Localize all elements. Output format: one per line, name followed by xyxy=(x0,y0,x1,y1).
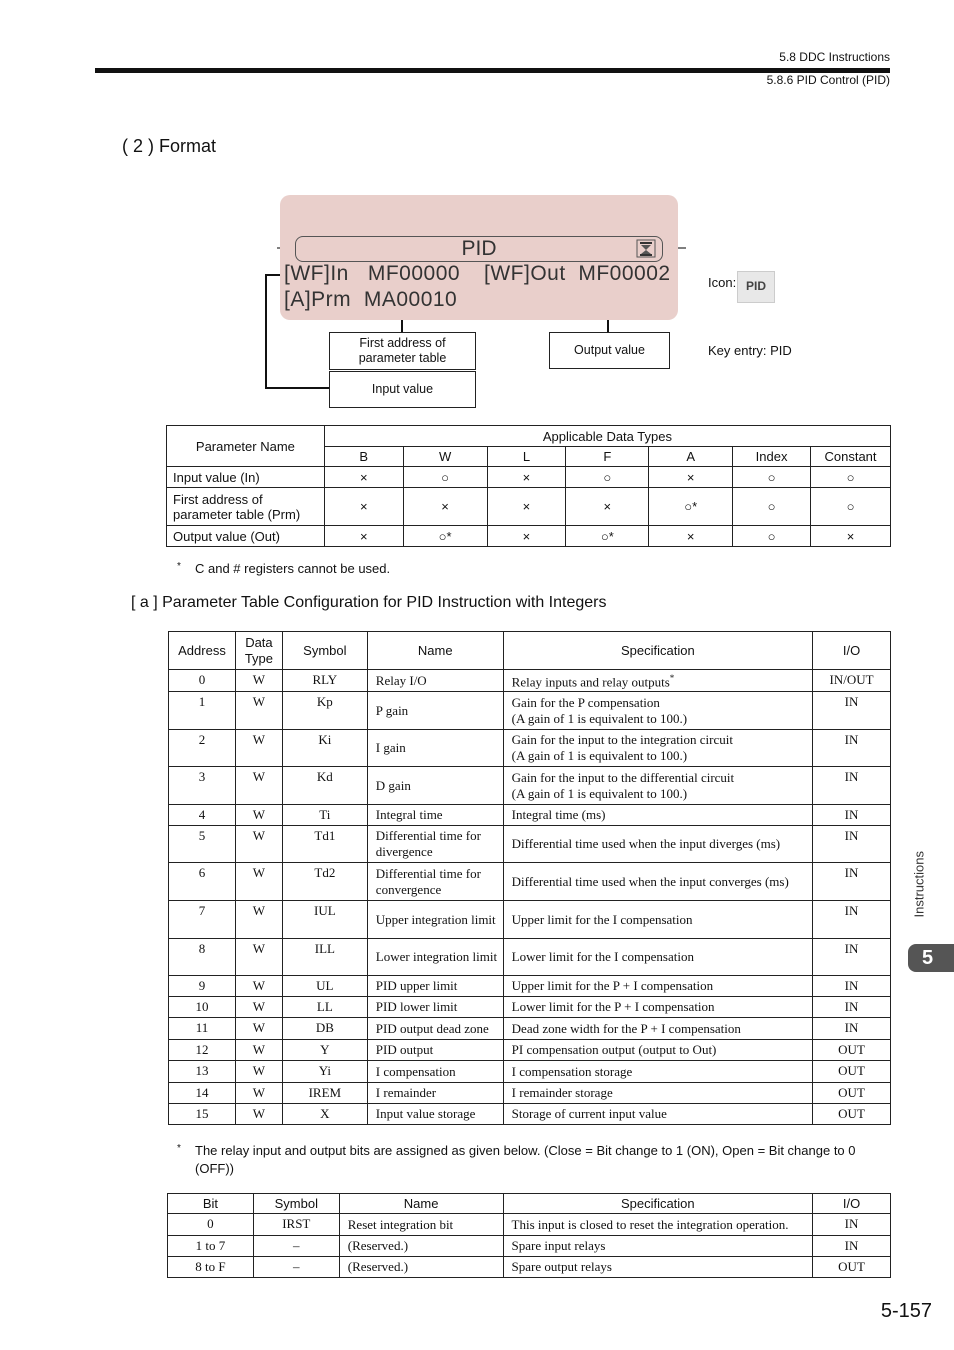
bit-cell: 0 xyxy=(168,1214,254,1236)
symbol-cell: Y xyxy=(282,1040,367,1061)
io-cell: IN xyxy=(813,767,891,805)
type-cell: × xyxy=(811,526,891,547)
icon-label: Icon: xyxy=(708,275,737,290)
table-row xyxy=(167,488,891,526)
header-bit: Bit xyxy=(168,1194,254,1214)
data-type-cell: W xyxy=(235,901,282,939)
type-cell: × xyxy=(649,526,733,547)
table-row xyxy=(169,730,891,767)
type-cell: × xyxy=(403,488,487,526)
io-cell: IN xyxy=(813,997,891,1018)
col-header: L xyxy=(487,447,566,467)
applicable-types-header: Applicable Data Types xyxy=(324,426,890,447)
table-row xyxy=(169,863,891,901)
io-cell: IN xyxy=(813,692,891,730)
name-cell: Input value storage xyxy=(367,1104,503,1125)
specification-text: I remainder storage xyxy=(511,1085,613,1100)
io-cell: IN xyxy=(813,730,891,767)
specification-cell xyxy=(503,767,812,805)
data-type-cell: W xyxy=(235,863,282,901)
col-header: A xyxy=(649,447,733,467)
specification-text: Lower limit for the I compensation xyxy=(511,949,694,964)
type-cell: × xyxy=(649,467,733,488)
data-type-cell: W xyxy=(235,1018,282,1040)
name-cell: I compensation xyxy=(367,1061,503,1083)
data-type-cell: W xyxy=(235,805,282,826)
chapter-tab: 5 xyxy=(908,944,954,972)
table-row xyxy=(167,526,891,547)
specification-text: Upper limit for the I compensation xyxy=(511,911,693,927)
address-cell: 15 xyxy=(169,1104,236,1125)
type-cell: ○ xyxy=(733,488,811,526)
data-types-table xyxy=(166,425,891,547)
specification-cell: Spare input relays xyxy=(503,1236,813,1257)
type-cell: ○ xyxy=(733,467,811,488)
specification-text: Dead zone width for the P + I compensation xyxy=(511,1020,741,1036)
table-row xyxy=(169,1061,891,1083)
header-specification: Specification xyxy=(503,1194,813,1214)
specification-text: Gain for the P compensation (A gain of 1 is equivalent to 100.) xyxy=(511,694,688,726)
symbol-cell: Kp xyxy=(282,692,367,730)
callout-prm: First address of parameter table xyxy=(329,332,476,370)
io-cell: IN xyxy=(813,1236,891,1257)
io-cell: OUT xyxy=(813,1040,891,1061)
symbol-cell: ILL xyxy=(282,939,367,976)
bit-cell: 1 to 7 xyxy=(168,1236,254,1257)
table-row xyxy=(169,767,891,805)
symbol-cell: Td2 xyxy=(282,863,367,901)
header-name: Name xyxy=(367,632,503,670)
hourglass-icon xyxy=(636,239,656,258)
footnote-mark: * xyxy=(669,673,675,684)
specification-cell xyxy=(503,1018,812,1040)
specification-text: Differential time used when the input diverges (ms) xyxy=(511,836,781,851)
io-cell: OUT xyxy=(813,1104,891,1125)
page-number: 5-157 xyxy=(880,1300,932,1322)
name-cell: PID upper limit xyxy=(367,976,503,997)
specification-text: Relay inputs and relay outputs xyxy=(511,674,670,690)
specification-cell xyxy=(503,1083,812,1104)
type-cell: ○ xyxy=(403,467,487,488)
io-cell: OUT xyxy=(813,1083,891,1104)
table-row xyxy=(169,1083,891,1104)
header-subsection: 5.8.6 PID Control (PID) xyxy=(766,73,890,87)
pid-output-line: [WF]Out MF00002 xyxy=(484,262,671,285)
name-cell: Lower integration limit xyxy=(367,939,503,976)
data-type-cell: W xyxy=(235,939,282,976)
header-symbol: Symbol xyxy=(282,632,367,670)
data-type-cell: W xyxy=(235,826,282,863)
param-table-header xyxy=(169,632,891,670)
symbol-cell: – xyxy=(253,1257,339,1278)
note-asterisk: * xyxy=(177,1143,181,1154)
name-cell: Upper integration limit xyxy=(367,901,503,939)
type-cell: ○ xyxy=(733,526,811,547)
type-cell: ○ xyxy=(566,467,649,488)
data-type-cell: W xyxy=(235,692,282,730)
name-cell: PID output xyxy=(367,1040,503,1061)
param-name-header: Parameter Name xyxy=(167,426,325,467)
param-name: First address of parameter table (Prm) xyxy=(167,488,325,526)
address-cell: 8 xyxy=(169,939,236,976)
types-note: C and # registers cannot be used. xyxy=(195,561,391,576)
address-cell: 4 xyxy=(169,805,236,826)
col-header: F xyxy=(566,447,649,467)
name-cell: I remainder xyxy=(367,1083,503,1104)
symbol-cell: Kd xyxy=(282,767,367,805)
data-type-cell: W xyxy=(235,1083,282,1104)
data-type-cell: W xyxy=(235,1104,282,1125)
address-cell: 14 xyxy=(169,1083,236,1104)
bit-table-header xyxy=(168,1194,891,1214)
address-cell: 7 xyxy=(169,901,236,939)
address-cell: 0 xyxy=(169,670,236,692)
table-row xyxy=(169,976,891,997)
name-cell: PID lower limit xyxy=(367,997,503,1018)
specification-cell xyxy=(503,670,812,692)
table-row xyxy=(169,1040,891,1061)
io-cell: OUT xyxy=(813,1061,891,1083)
symbol-cell: LL xyxy=(282,997,367,1018)
symbol-cell: IUL xyxy=(282,901,367,939)
symbol-cell: Td1 xyxy=(282,826,367,863)
table-row xyxy=(168,1257,891,1278)
param-name: Input value (In) xyxy=(167,467,325,488)
io-cell: IN xyxy=(813,939,891,976)
table-row xyxy=(169,997,891,1018)
specification-cell xyxy=(503,692,812,730)
table-row xyxy=(169,1104,891,1125)
io-cell: IN xyxy=(813,976,891,997)
type-cell: × xyxy=(487,526,566,547)
relay-note: The relay input and output bits are assigned as given below. (Close = Bit change to 1 (ON), Open = Bit change to 0 (OFF)) xyxy=(195,1143,856,1176)
relay-bit-table xyxy=(167,1193,891,1278)
pid-prm-line: [A]Prm MA00010 xyxy=(284,288,458,311)
data-type-cell: W xyxy=(235,1061,282,1083)
specification-cell xyxy=(503,730,812,767)
symbol-cell: UL xyxy=(282,976,367,997)
address-cell: 11 xyxy=(169,1018,236,1040)
address-cell: 13 xyxy=(169,1061,236,1083)
io-cell: IN/OUT xyxy=(813,670,891,692)
specification-cell xyxy=(503,826,812,863)
table-row xyxy=(169,901,891,939)
name-cell: D gain xyxy=(367,767,503,805)
name-cell: (Reserved.) xyxy=(339,1257,503,1278)
address-cell: 6 xyxy=(169,863,236,901)
specification-cell xyxy=(503,1061,812,1083)
data-type-cell: W xyxy=(235,997,282,1018)
note-asterisk: * xyxy=(177,561,181,572)
symbol-cell: DB xyxy=(282,1018,367,1040)
symbol-cell: – xyxy=(253,1236,339,1257)
symbol-cell: Ki xyxy=(282,730,367,767)
pid-title: PID xyxy=(461,237,497,260)
pid-title-bar xyxy=(295,236,663,262)
header-address: Address xyxy=(169,632,236,670)
key-entry: Key entry: PID xyxy=(708,343,792,358)
header-io: I/O xyxy=(813,1194,891,1214)
name-cell: PID output dead zone xyxy=(367,1018,503,1040)
specification-cell: This input is closed to reset the integration operation. xyxy=(503,1214,813,1236)
header-data-type: Data Type xyxy=(235,632,282,670)
address-cell: 2 xyxy=(169,730,236,767)
callout-output: Output value xyxy=(549,332,670,369)
name-cell: Integral time xyxy=(367,805,503,826)
data-type-cell: W xyxy=(235,976,282,997)
format-title: ( 2 ) Format xyxy=(122,136,217,156)
name-cell: I gain xyxy=(367,730,503,767)
specification-text: Storage of current input value xyxy=(511,1106,667,1121)
name-cell: (Reserved.) xyxy=(339,1236,503,1257)
specification-cell xyxy=(503,1040,812,1061)
specification-cell xyxy=(503,1104,812,1125)
specification-text: I compensation storage xyxy=(511,1063,633,1079)
table-row xyxy=(169,805,891,826)
name-cell: P gain xyxy=(367,692,503,730)
data-type-cell: W xyxy=(235,670,282,692)
col-header: B xyxy=(324,447,403,467)
table-row xyxy=(169,939,891,976)
name-cell: Relay I/O xyxy=(367,670,503,692)
type-cell: × xyxy=(324,467,403,488)
type-cell: × xyxy=(324,488,403,526)
table-row xyxy=(169,670,891,692)
address-cell: 3 xyxy=(169,767,236,805)
specification-cell xyxy=(503,997,812,1018)
col-header: W xyxy=(403,447,487,467)
specification-text: Differential time used when the input converges (ms) xyxy=(511,873,789,889)
table-row xyxy=(168,1236,891,1257)
parameter-table xyxy=(168,631,891,1125)
specification-text: PI compensation output (output to Out) xyxy=(511,1042,717,1057)
type-cell: ○* xyxy=(649,488,733,526)
symbol-cell: RLY xyxy=(282,670,367,692)
table-row xyxy=(168,1214,891,1236)
param-name: Output value (Out) xyxy=(167,526,325,547)
name-cell: Differential time for convergence xyxy=(367,863,503,901)
header-name: Name xyxy=(339,1194,503,1214)
bit-cell: 8 to F xyxy=(168,1257,254,1278)
address-cell: 10 xyxy=(169,997,236,1018)
specification-text: Gain for the input to the differential circuit (A gain of 1 is equivalent to 100.) xyxy=(511,769,735,801)
type-cell: × xyxy=(566,488,649,526)
specification-cell xyxy=(503,939,812,976)
header-specification: Specification xyxy=(503,632,812,670)
name-cell: Reset integration bit xyxy=(339,1214,503,1236)
address-cell: 12 xyxy=(169,1040,236,1061)
symbol-cell: Ti xyxy=(282,805,367,826)
data-type-cell: W xyxy=(235,730,282,767)
header-symbol: Symbol xyxy=(253,1194,339,1214)
symbol-cell: IREM xyxy=(282,1083,367,1104)
type-cell: × xyxy=(487,488,566,526)
io-cell: OUT xyxy=(813,1257,891,1278)
col-header: Index xyxy=(733,447,811,467)
io-cell: IN xyxy=(813,1214,891,1236)
table-row xyxy=(169,1018,891,1040)
specification-text: Upper limit for the P + I compensation xyxy=(511,978,714,993)
specification-cell xyxy=(503,805,812,826)
type-cell: × xyxy=(324,526,403,547)
pid-input-line: [WF]In MF00000 xyxy=(284,262,461,285)
specification-cell xyxy=(503,976,812,997)
specification-text: Gain for the input to the integration circuit (A gain of 1 is equivalent to 100.) xyxy=(511,732,733,763)
table-row xyxy=(169,826,891,863)
type-cell: ○* xyxy=(403,526,487,547)
io-cell: IN xyxy=(813,805,891,826)
specification-cell xyxy=(503,863,812,901)
data-type-cell: W xyxy=(235,1040,282,1061)
pid-icon: PID xyxy=(737,271,775,303)
symbol-cell: X xyxy=(282,1104,367,1125)
type-cell: ○ xyxy=(811,467,891,488)
type-cell: × xyxy=(487,467,566,488)
io-cell: IN xyxy=(813,863,891,901)
header-io: I/O xyxy=(813,632,891,670)
subsection-a-title: [ a ] Parameter Table Configuration for PID Instruction with Integers xyxy=(131,594,607,611)
symbol-cell: Yi xyxy=(282,1061,367,1083)
address-cell: 1 xyxy=(169,692,236,730)
sidebar-label: Instructions xyxy=(911,851,927,918)
io-cell: IN xyxy=(813,901,891,939)
specification-cell: Spare output relays xyxy=(503,1257,813,1278)
callout-input: Input value xyxy=(329,371,476,408)
type-cell: ○ xyxy=(811,488,891,526)
data-type-cell: W xyxy=(235,767,282,805)
type-cell: ○* xyxy=(566,526,649,547)
symbol-cell: IRST xyxy=(253,1214,339,1236)
col-header: Constant xyxy=(811,447,891,467)
name-cell: Differential time for divergence xyxy=(367,826,503,863)
address-cell: 9 xyxy=(169,976,236,997)
specification-cell xyxy=(503,901,812,939)
io-cell: IN xyxy=(813,1018,891,1040)
header-section: 5.8 DDC Instructions xyxy=(779,50,890,64)
table-row xyxy=(169,692,891,730)
table-row xyxy=(167,467,891,488)
specification-text: Integral time (ms) xyxy=(511,807,606,822)
specification-text: Lower limit for the P + I compensation xyxy=(511,999,715,1014)
address-cell: 5 xyxy=(169,826,236,863)
io-cell: IN xyxy=(813,826,891,863)
